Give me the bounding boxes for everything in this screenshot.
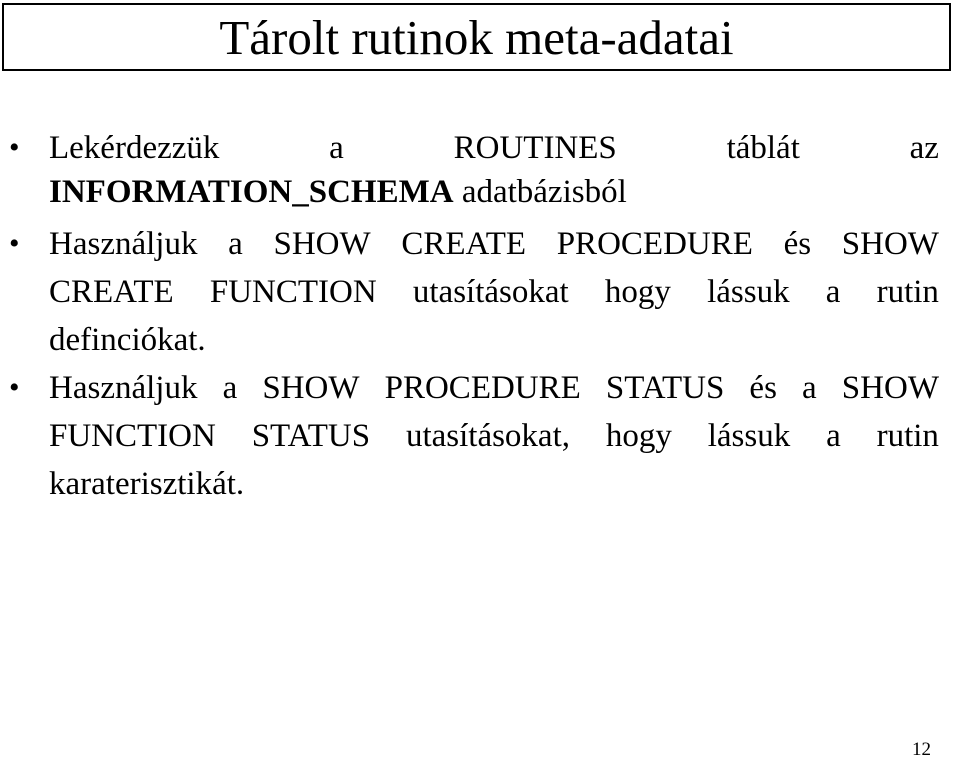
line-text: adatbázisból bbox=[453, 174, 627, 210]
word: rutin bbox=[876, 418, 939, 454]
bullet-line bbox=[49, 168, 939, 216]
word: STATUS bbox=[251, 418, 371, 454]
word: Lekérdezzük bbox=[49, 130, 220, 166]
bullet-dot-icon: • bbox=[9, 227, 20, 260]
schema-name: INFORMATION_SCHEMA bbox=[49, 174, 454, 210]
word: hogy bbox=[605, 418, 672, 454]
word: rutin bbox=[876, 274, 939, 310]
bullet-line bbox=[49, 364, 939, 412]
word: a bbox=[825, 274, 841, 310]
word: PROCEDURE bbox=[384, 370, 581, 406]
bullet-dot-icon: • bbox=[9, 131, 20, 164]
word: SHOW bbox=[841, 370, 939, 406]
word: Használjuk bbox=[49, 370, 198, 406]
word: a bbox=[222, 370, 238, 406]
word: táblát bbox=[726, 130, 800, 166]
word: Használjuk bbox=[49, 226, 198, 262]
bullet-line bbox=[49, 220, 939, 268]
word: SHOW bbox=[273, 226, 371, 262]
word: az bbox=[909, 130, 939, 166]
word: STATUS bbox=[605, 370, 725, 406]
bullet-line bbox=[49, 460, 939, 508]
word: utasításokat, bbox=[405, 418, 571, 454]
word: a bbox=[826, 418, 841, 454]
word: FUNCTION bbox=[209, 274, 377, 310]
word: FUNCTION bbox=[49, 418, 216, 454]
word: a bbox=[228, 226, 243, 262]
slide-title: Tárolt rutinok meta-adatai bbox=[219, 9, 734, 65]
page-number: 12 bbox=[912, 739, 931, 759]
word: CREATE bbox=[49, 274, 174, 310]
word: SHOW bbox=[841, 226, 939, 262]
word: lássuk bbox=[707, 418, 791, 454]
word: a bbox=[802, 370, 817, 406]
word: hogy bbox=[604, 274, 671, 310]
word: utasításokat bbox=[412, 274, 569, 310]
word: ROUTINES bbox=[453, 130, 617, 166]
bullet-line bbox=[49, 124, 939, 172]
word: lássuk bbox=[707, 274, 790, 310]
bullet-line bbox=[49, 268, 939, 316]
word: CREATE bbox=[401, 226, 527, 262]
word: és bbox=[783, 226, 812, 262]
bullet-dot-icon: • bbox=[9, 371, 20, 404]
word: a bbox=[329, 130, 344, 166]
word: SHOW bbox=[262, 370, 360, 406]
line-text: definciókat. bbox=[49, 322, 206, 358]
title-box bbox=[2, 3, 951, 71]
bullet-line bbox=[49, 412, 939, 460]
word: és bbox=[749, 370, 777, 406]
line-text: karaterisztikát. bbox=[49, 466, 245, 502]
bullet-line bbox=[49, 316, 939, 364]
word: PROCEDURE bbox=[556, 226, 753, 262]
